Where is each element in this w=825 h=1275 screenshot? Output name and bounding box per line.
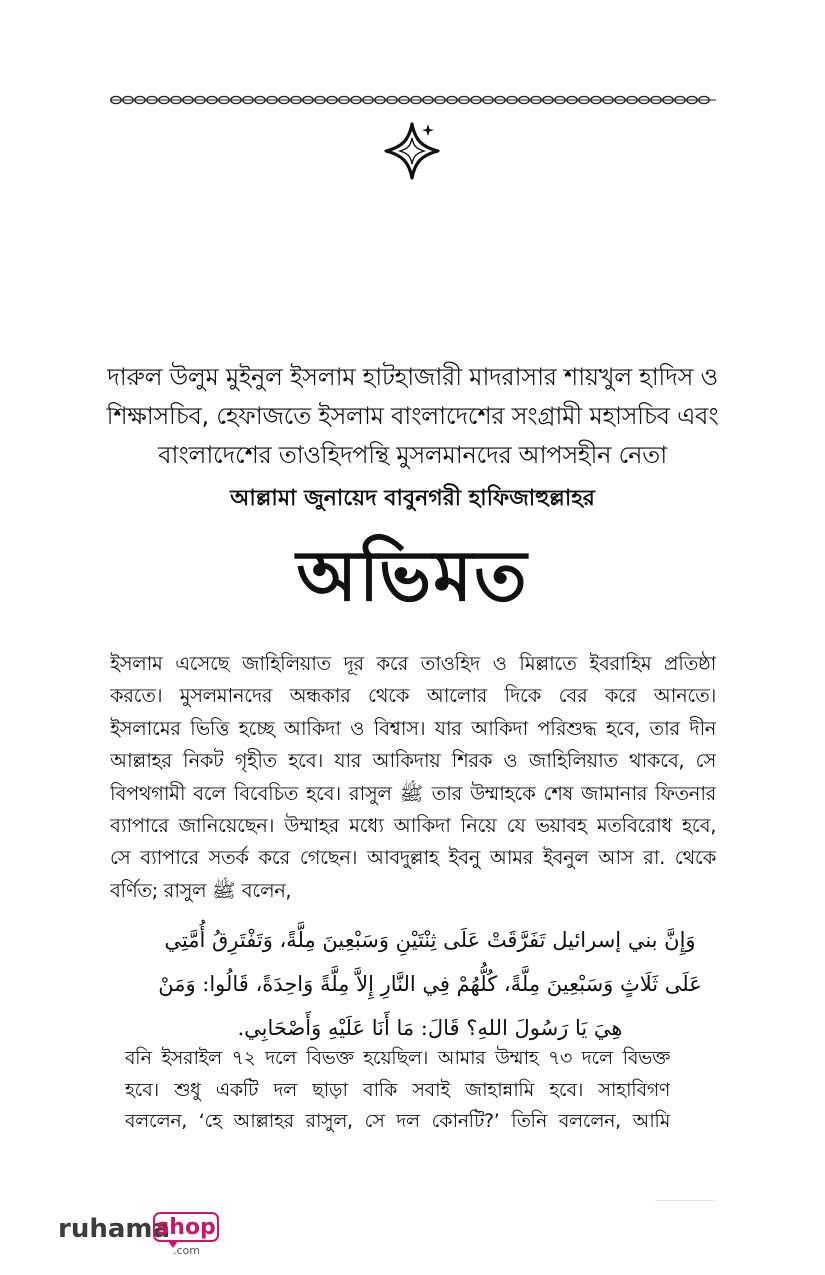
hadith-translation [125,1043,670,1138]
body-line: ইসলাম এসেছে জাহিলিয়াত দূর করে তাওহিদ ও মিল্লাতে ইবরাহিম প্রতিষ্ঠা [110,652,716,675]
arabic-hadith [150,918,710,1050]
body-line: করতে। মুসলমানদের অন্ধকার থেকে আলোর দিকে বের করে আনতে। [110,684,716,708]
body-line: বর্ণিত; রাসুল ﷺ বলেন, [110,878,292,902]
translation-line: হবে। শুধু একটি দল ছাড়া বাকি সবাই জাহান্নামি হবে। সাহাবিগণ [125,1078,670,1101]
body-line: বিপথগামী বলে বিবেচিত হবে। রাসুল ﷺ তার উম্মাহকে শেষ জামানার ফিতনার [110,781,716,805]
watermark-shop-badge: shop [153,1212,219,1242]
arabic-line: عَلَى ثَلَاثٍ وَسَبْعِينَ مِلَّةً، كُلُّهُمْ فِي النَّارِ إِلاَّ مِلَّةً وَاحِدَةً، قَالُوا: وَمَنْ [158,972,702,996]
page-title: অভিমত [296,534,529,617]
body-line: সে ব্যাপারে সতর্ক করে গেছেন। আবদুল্লাহ ইবনু আমর ইবনুল আস রা. থেকে [110,846,716,870]
arabic-line: وَإِنَّ بني إسرائيل تَفَرَّقَتْ عَلَى ثِنْتَيْنِ وَسَبْعِينَ مِلَّةً، وَتَفْتَرِقُ أُمَّتِي [164,928,696,952]
arabic-line: هِيَ يَا رَسُولَ اللهِ؟ قَالَ: مَا أَنَا عَلَيْهِ وَأَصْحَابِي. [237,1016,623,1040]
body-line: ব্যাপারে জানিয়েছেন। উম্মাহর মধ্যে আকিদা নিয়ে যে ভয়াবহ মতবিরোধ হবে, [110,814,716,838]
watermark-brand: ruhama [58,1214,171,1244]
body-paragraph [110,648,716,907]
watermark-domain: .com [173,1244,200,1257]
intro-line: বাংলাদেশের তাওহিদপন্থি মুসলমানদের আপসহীন নেতা [158,441,667,469]
top-border-ornament [110,92,716,108]
intro-paragraph [80,358,745,475]
body-line: ইসলামের ভিত্তি হচ্ছে আকিদা ও বিশ্বাস। যার আকিদা পরিশুদ্ধ হবে, তার দীন [110,716,716,740]
translation-line: বললেন, ‘হে আল্লাহর রাসুল, সে দল কোনটি?’ তিনি বললেন, আমি [125,1110,670,1132]
star-ornament-icon [382,120,442,182]
body-line: আল্লাহর নিকট গৃহীত হবে। যার আকিদায় শিরক ও জাহিলিয়াত থাকবে, সে [110,749,716,773]
author-name: আল্লামা জুনায়েদ বাবুনগরী হাফিজাহুল্লাহর [230,486,595,511]
intro-line: শিক্ষাসচিব, হেফাজতে ইসলাম বাংলাদেশের সংগ্রামী মহাসচিব এবং [106,402,719,430]
intro-line: দারুল উলুম মুইনুল ইসলাম হাটহাজারী মাদরাসার শায়খুল হাদিস ও [107,363,718,391]
translation-line: বনি ইসরাইল ৭২ দলে বিভক্ত হয়েছিল। আমার উম্মাহ ৭৩ দলে বিভক্ত [125,1047,670,1069]
footer-rule [655,1200,715,1201]
ruhamashop-watermark-logo [58,1210,228,1260]
